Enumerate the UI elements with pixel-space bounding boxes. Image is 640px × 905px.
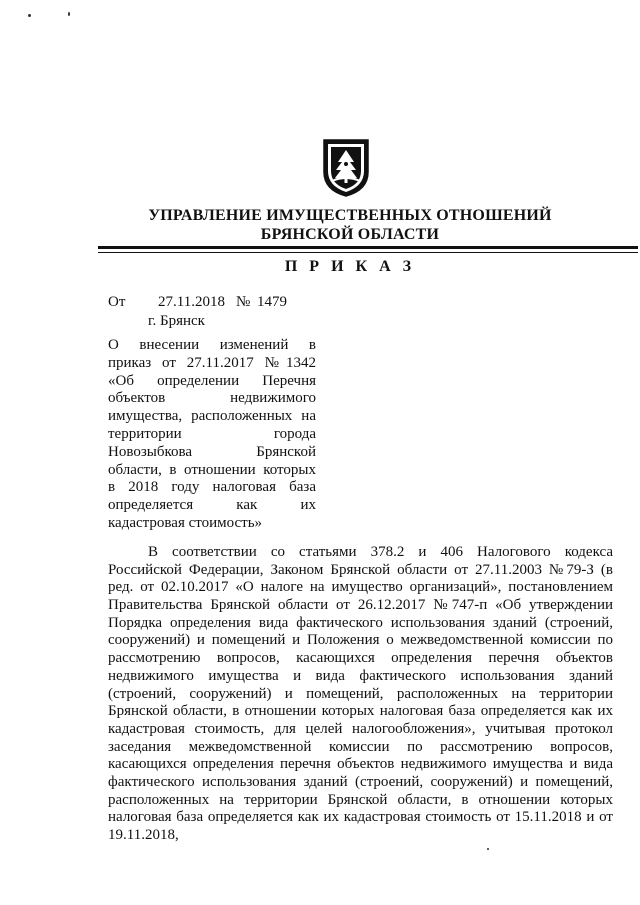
body-line: ред. от 02.10.2017 «О налоге на имущество организаций», постановлением (108, 579, 613, 596)
body-line: Российской Федерации, Законом Брянской области от 27.11.2003 №79-З (в (108, 561, 613, 578)
scan-speck (28, 14, 31, 17)
organization-region: БРЯНСКОЙ ОБЛАСТИ (260, 226, 440, 243)
body-line: Правительства Брянской области от 26.12.2017 №747-п «Об утверждении (108, 597, 613, 614)
subject-line: Новозыбкова Брянской (108, 443, 316, 460)
body-line: (строений, сооружений) и помещений, расположенных на территории (108, 685, 613, 702)
body-line: касающихся определения перечня объектов недвижимого имущества и вида (108, 756, 613, 773)
subject-line: территории города (108, 425, 316, 442)
document-date: 27.11.2018 (158, 294, 225, 310)
scan-speck (68, 12, 70, 16)
subject-line: «Об определении Перечня (108, 372, 316, 389)
body-line: рассмотрению вопросов, касающихся определения перечня объектов (108, 650, 613, 667)
subject-line: приказ от 27.11.2017 №1342 (108, 354, 316, 371)
document-number: 1479 (257, 294, 287, 310)
subject-line: определяется как их (108, 497, 316, 514)
body-line: Порядка определения вида фактического использования зданий (строений, (108, 614, 613, 631)
body-line: В соответствии со статьями 378.2 и 406 Налогового кодекса (148, 544, 613, 560)
subject-line: области, в отношении которых (108, 461, 316, 478)
body-line: Брянской области, в отношении которых налоговая база определяется как их (108, 703, 613, 720)
body-line: заседания межведомственной комиссии по рассмотрению вопросов, (108, 738, 613, 755)
scan-speck (487, 848, 489, 850)
subject-line: в 2018 году налоговая база (108, 479, 316, 496)
body-line: сооружений) и помещений и Положения о межведомственной комиссии по (108, 632, 613, 649)
organization-name: УПРАВЛЕНИЕ ИМУЩЕСТВЕННЫХ ОТНОШЕНИЙ (148, 207, 552, 224)
bryansk-coat-of-arms-icon (322, 138, 370, 198)
body-line: налоговая база определяется как их кадастровая стоимость от 15.11.2018 и от (108, 809, 613, 826)
header-divider-thick (98, 246, 638, 249)
subject-line: О внесении изменений в (108, 337, 316, 353)
document-type-title: П Р И К А З (284, 258, 416, 275)
body-line: 19.11.2018, (108, 827, 179, 843)
document-city: г. Брянск (148, 313, 205, 329)
document-body (108, 544, 613, 845)
body-line: кадастровая стоимость, для целей налогообложения», учитывая протокол (108, 720, 613, 737)
header-divider-thin (98, 252, 638, 253)
subject-line: имущества, расположенных на (108, 408, 316, 425)
document-subject (108, 337, 316, 533)
number-label: № (236, 294, 251, 310)
body-line: фактического использования зданий (строений, сооружений) и помещений, (108, 773, 613, 790)
from-label: От (108, 294, 126, 310)
subject-line: объектов недвижимого (108, 390, 316, 407)
body-line: расположенных на территории Брянской области, в отношении которых (108, 791, 613, 808)
subject-line: кадастровая стоимость» (108, 514, 263, 531)
body-line: недвижимого имущества и вида фактического использования зданий (108, 667, 613, 684)
